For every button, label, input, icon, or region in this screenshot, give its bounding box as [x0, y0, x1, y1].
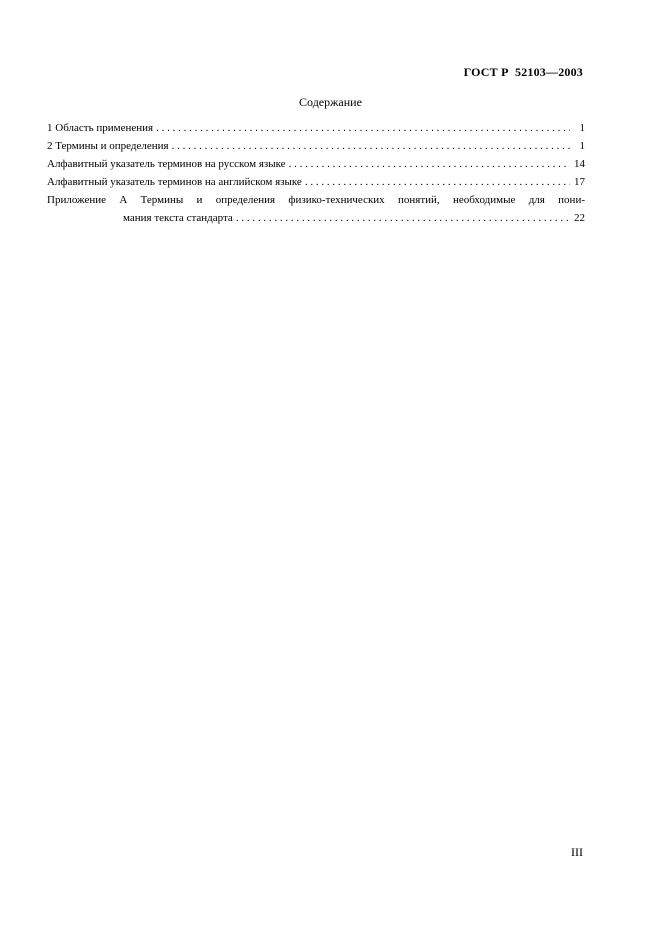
- toc-leader-dots: [156, 119, 570, 137]
- toc-entry-page: 1: [579, 122, 585, 134]
- toc-title: Содержание: [299, 95, 362, 109]
- toc-appendix-line1: Приложение А Термины и определения физико-технических понятий, необходимые для пони-: [47, 194, 585, 206]
- toc-entry-page: 22: [574, 212, 585, 224]
- toc-entry-terms[interactable]: [47, 137, 585, 155]
- table-of-contents: [47, 119, 585, 227]
- toc-leader-dots: [289, 155, 570, 173]
- toc-entry-label: Алфавитный указатель терминов на русском языке: [47, 158, 286, 170]
- toc-entry-page: 1: [579, 140, 585, 152]
- toc-entry-appendix-a[interactable]: [47, 191, 585, 227]
- toc-entry-scope[interactable]: [47, 119, 585, 137]
- toc-entry-english-index[interactable]: [47, 173, 585, 191]
- toc-entry-russian-index[interactable]: [47, 155, 585, 173]
- toc-leader-dots: [305, 173, 570, 191]
- toc-entry-label: 1 Область применения: [47, 122, 154, 134]
- toc-entry-label: мания текста стандарта: [123, 212, 233, 224]
- toc-appendix-line2-row: [47, 209, 585, 227]
- page-number: III: [571, 845, 583, 859]
- toc-entry-page: 17: [574, 176, 585, 188]
- toc-leader-dots: [172, 137, 570, 155]
- toc-leader-dots: [236, 209, 570, 227]
- standard-code-header: ГОСТ Р 52103—2003: [463, 65, 583, 79]
- toc-entry-page: 14: [574, 158, 585, 170]
- toc-entry-label: Алфавитный указатель терминов на английском языке: [47, 176, 302, 188]
- toc-entry-label: 2 Термины и определения: [47, 140, 169, 152]
